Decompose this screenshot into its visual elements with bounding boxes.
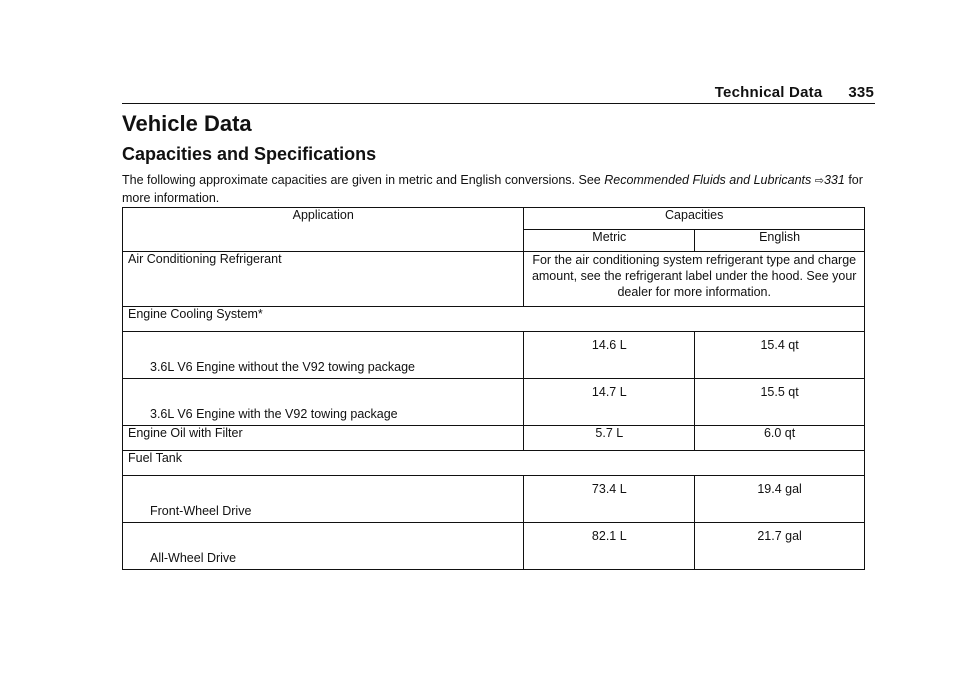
row-label: Front-Wheel Drive bbox=[123, 476, 524, 523]
english-value: 15.5 qt bbox=[695, 379, 865, 426]
running-header bbox=[122, 84, 874, 101]
column-header-english: English bbox=[695, 230, 865, 252]
intro-paragraph bbox=[122, 172, 864, 207]
xref-arrow-icon: ⇨ bbox=[814, 175, 824, 187]
row-label: 3.6L V6 Engine without the V92 towing package bbox=[123, 332, 524, 379]
header-page-number: 335 bbox=[848, 84, 874, 101]
metric-value: 14.6 L bbox=[524, 332, 695, 379]
row-label: All-Wheel Drive bbox=[123, 523, 524, 570]
table-row bbox=[123, 451, 865, 476]
intro-text: The following approximate capacities are given in metric and English conversions. See bbox=[122, 173, 601, 187]
english-value: 15.4 qt bbox=[695, 332, 865, 379]
capacities-table bbox=[122, 207, 865, 570]
xref-page[interactable]: 331 bbox=[823, 173, 845, 187]
section-title: Vehicle Data bbox=[122, 111, 252, 136]
metric-value: 82.1 L bbox=[524, 523, 695, 570]
row-note: For the air conditioning system refrigerant type and charge amount, see the refrigerant label under the hood. See your dealer for more information. bbox=[524, 252, 865, 307]
table-row bbox=[123, 379, 865, 426]
row-group-label: Fuel Tank bbox=[123, 451, 865, 476]
column-header-capacities: Capacities bbox=[524, 208, 865, 230]
intro-tail: for more information. bbox=[122, 173, 863, 205]
subsection-title: Capacities and Specifications bbox=[122, 144, 377, 164]
metric-value: 14.7 L bbox=[524, 379, 695, 426]
header-section-title: Technical Data bbox=[714, 84, 823, 101]
metric-value: 5.7 L bbox=[524, 426, 695, 451]
english-value: 21.7 gal bbox=[695, 523, 865, 570]
english-value: 6.0 qt bbox=[695, 426, 865, 451]
xref-title[interactable]: Recommended Fluids and Lubricants bbox=[604, 173, 812, 187]
column-header-application: Application bbox=[123, 208, 524, 252]
table-row bbox=[123, 426, 865, 451]
table-row bbox=[123, 332, 865, 379]
english-value: 19.4 gal bbox=[695, 476, 865, 523]
row-group-label: Engine Cooling System* bbox=[123, 307, 865, 332]
header-rule bbox=[122, 103, 875, 104]
column-header-metric: Metric bbox=[524, 230, 695, 252]
row-label: 3.6L V6 Engine with the V92 towing package bbox=[123, 379, 524, 426]
table-row bbox=[123, 476, 865, 523]
table-row bbox=[123, 307, 865, 332]
row-label: Engine Oil with Filter bbox=[123, 426, 524, 451]
metric-value: 73.4 L bbox=[524, 476, 695, 523]
row-label: Air Conditioning Refrigerant bbox=[123, 252, 524, 307]
table-row bbox=[123, 252, 865, 307]
table-row bbox=[123, 523, 865, 570]
